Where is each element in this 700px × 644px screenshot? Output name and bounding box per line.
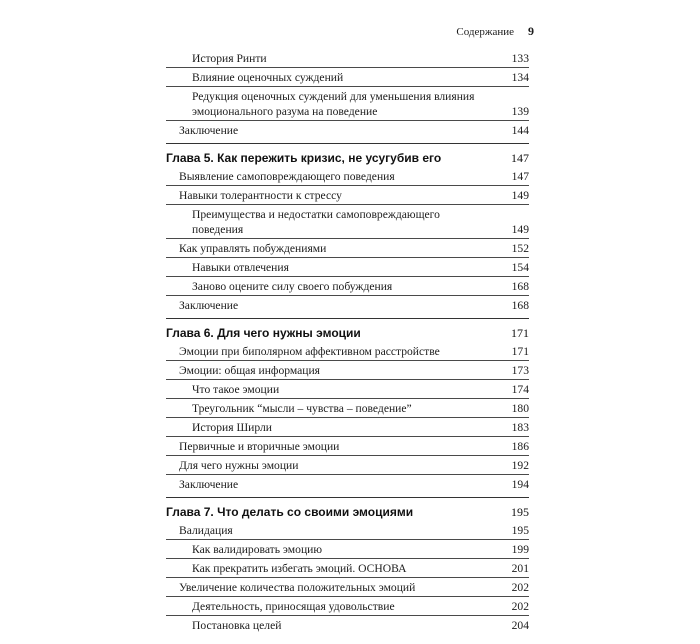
toc-entry[interactable] [166, 437, 529, 456]
toc-entry-title: Как управлять побуждениями [179, 241, 327, 255]
toc-chapter-block [166, 504, 529, 638]
toc-entry[interactable] [166, 296, 529, 314]
toc-entry-page-number: 171 [511, 344, 529, 358]
toc-chapter-block [166, 150, 529, 319]
toc-entry-page-number: 195 [511, 523, 529, 537]
toc-entry-title: Заново оцените силу своего побуждения [192, 279, 393, 293]
toc-entry-page-number: 168 [511, 298, 529, 312]
toc-entry-title: Что такое эмоции [192, 382, 280, 396]
toc-entry-title: Как прекратить избегать эмоций. ОСНОВА [192, 561, 407, 575]
toc-entry-page-number: 133 [511, 51, 529, 65]
toc-entry-title: История Ширли [192, 420, 272, 434]
toc-entry-page-number: 134 [511, 70, 529, 84]
toc-entry-page-number: 180 [511, 401, 529, 415]
toc-entry[interactable] [166, 87, 529, 121]
toc-entry-page-number: 149 [511, 188, 529, 202]
toc-entry-title: Редукция оценочных суждений для уменьшения влияния эмоционального разума на поведение [192, 89, 475, 118]
toc-entry-page-number: 173 [511, 363, 529, 377]
toc-entry-page-number: 144 [511, 123, 529, 137]
toc-entry[interactable] [166, 258, 529, 277]
toc-entry[interactable] [166, 399, 529, 418]
toc-entry-page-number: 183 [511, 420, 529, 434]
toc-entry-title: Первичные и вторичные эмоции [179, 439, 340, 453]
toc-entry-title: Заключение [179, 477, 239, 491]
toc-entry-page-number: 139 [511, 104, 529, 118]
running-header-title: Содержание [456, 26, 514, 38]
toc-entry[interactable] [166, 616, 529, 634]
toc-entry-page-number: 174 [511, 382, 529, 396]
toc-entry-title: Преимущества и недостатки самоповреждающего поведения [192, 207, 440, 236]
toc-entry-title: Для чего нужны эмоции [179, 458, 299, 472]
toc-entry[interactable] [166, 68, 529, 87]
toc-entry[interactable] [166, 167, 529, 186]
toc-entry-title: Увеличение количества положительных эмоций [179, 580, 416, 594]
toc-entry-title: Навыки толерантности к стрессу [179, 188, 342, 202]
toc-entry-title: Деятельность, приносящая удовольствие [192, 599, 395, 613]
toc-entry[interactable] [166, 186, 529, 205]
toc-entry[interactable] [166, 475, 529, 493]
toc-chapter-block [166, 49, 529, 144]
page-number: 9 [528, 24, 534, 38]
toc-entry[interactable] [166, 380, 529, 399]
toc-entry[interactable] [166, 521, 529, 540]
toc-entry[interactable] [166, 559, 529, 578]
chapter-heading[interactable] [166, 150, 529, 167]
toc-entry-title: Как валидировать эмоцию [192, 542, 323, 556]
toc-entry-page-number: 202 [511, 580, 529, 594]
toc-entry[interactable] [166, 418, 529, 437]
chapter-page-number: 171 [511, 326, 529, 340]
chapter-title: Глава 5. Как пережить кризис, не усугубив его [166, 151, 442, 165]
toc-entry-page-number: 149 [511, 222, 529, 236]
toc-entry[interactable] [166, 277, 529, 296]
toc-entry[interactable] [166, 49, 529, 68]
toc-entry-page-number: 202 [511, 599, 529, 613]
toc-entry[interactable] [166, 578, 529, 597]
chapter-page-number: 147 [511, 151, 529, 165]
chapter-heading[interactable] [166, 504, 529, 521]
table-of-contents [166, 49, 529, 644]
toc-entry-title: Заключение [179, 123, 239, 137]
toc-entry-page-number: 194 [511, 477, 529, 491]
toc-entry-title: Влияние оценочных суждений [192, 70, 344, 84]
toc-entry-page-number: 168 [511, 279, 529, 293]
running-header [166, 24, 534, 39]
toc-entry-title: История Ринти [192, 51, 267, 65]
toc-entry[interactable] [166, 456, 529, 475]
toc-entry[interactable] [166, 239, 529, 258]
toc-entry[interactable] [166, 361, 529, 380]
toc-entry-title: Заключение [179, 298, 239, 312]
toc-entry-title: Треугольник “мысли – чувства – поведение” [192, 401, 412, 415]
toc-entry[interactable] [166, 205, 529, 239]
toc-entry[interactable] [166, 121, 529, 139]
toc-entry-page-number: 204 [511, 618, 529, 632]
toc-entry-page-number: 152 [511, 241, 529, 255]
toc-entry-page-number: 201 [511, 561, 529, 575]
toc-entry[interactable] [166, 540, 529, 559]
toc-entry-page-number: 186 [511, 439, 529, 453]
toc-entry-page-number: 199 [511, 542, 529, 556]
toc-entry-title: Навыки отвлечения [192, 260, 289, 274]
toc-entry[interactable] [166, 342, 529, 361]
chapter-title: Глава 7. Что делать со своими эмоциями [166, 505, 414, 519]
toc-entry-page-number: 154 [511, 260, 529, 274]
toc-entry-page-number: 192 [511, 458, 529, 472]
toc-entry-page-number: 147 [511, 169, 529, 183]
toc-entry-title: Постановка целей [192, 618, 282, 632]
toc-entry-title: Выявление самоповреждающего поведения [179, 169, 395, 183]
toc-entry-title: Эмоции при биполярном аффективном расстройстве [179, 344, 440, 358]
toc-entry-title: Эмоции: общая информация [179, 363, 321, 377]
toc-entry-title: Валидация [179, 523, 233, 537]
toc-chapter-block [166, 325, 529, 498]
chapter-page-number: 195 [511, 505, 529, 519]
chapter-title: Глава 6. Для чего нужны эмоции [166, 326, 361, 340]
chapter-heading[interactable] [166, 325, 529, 342]
